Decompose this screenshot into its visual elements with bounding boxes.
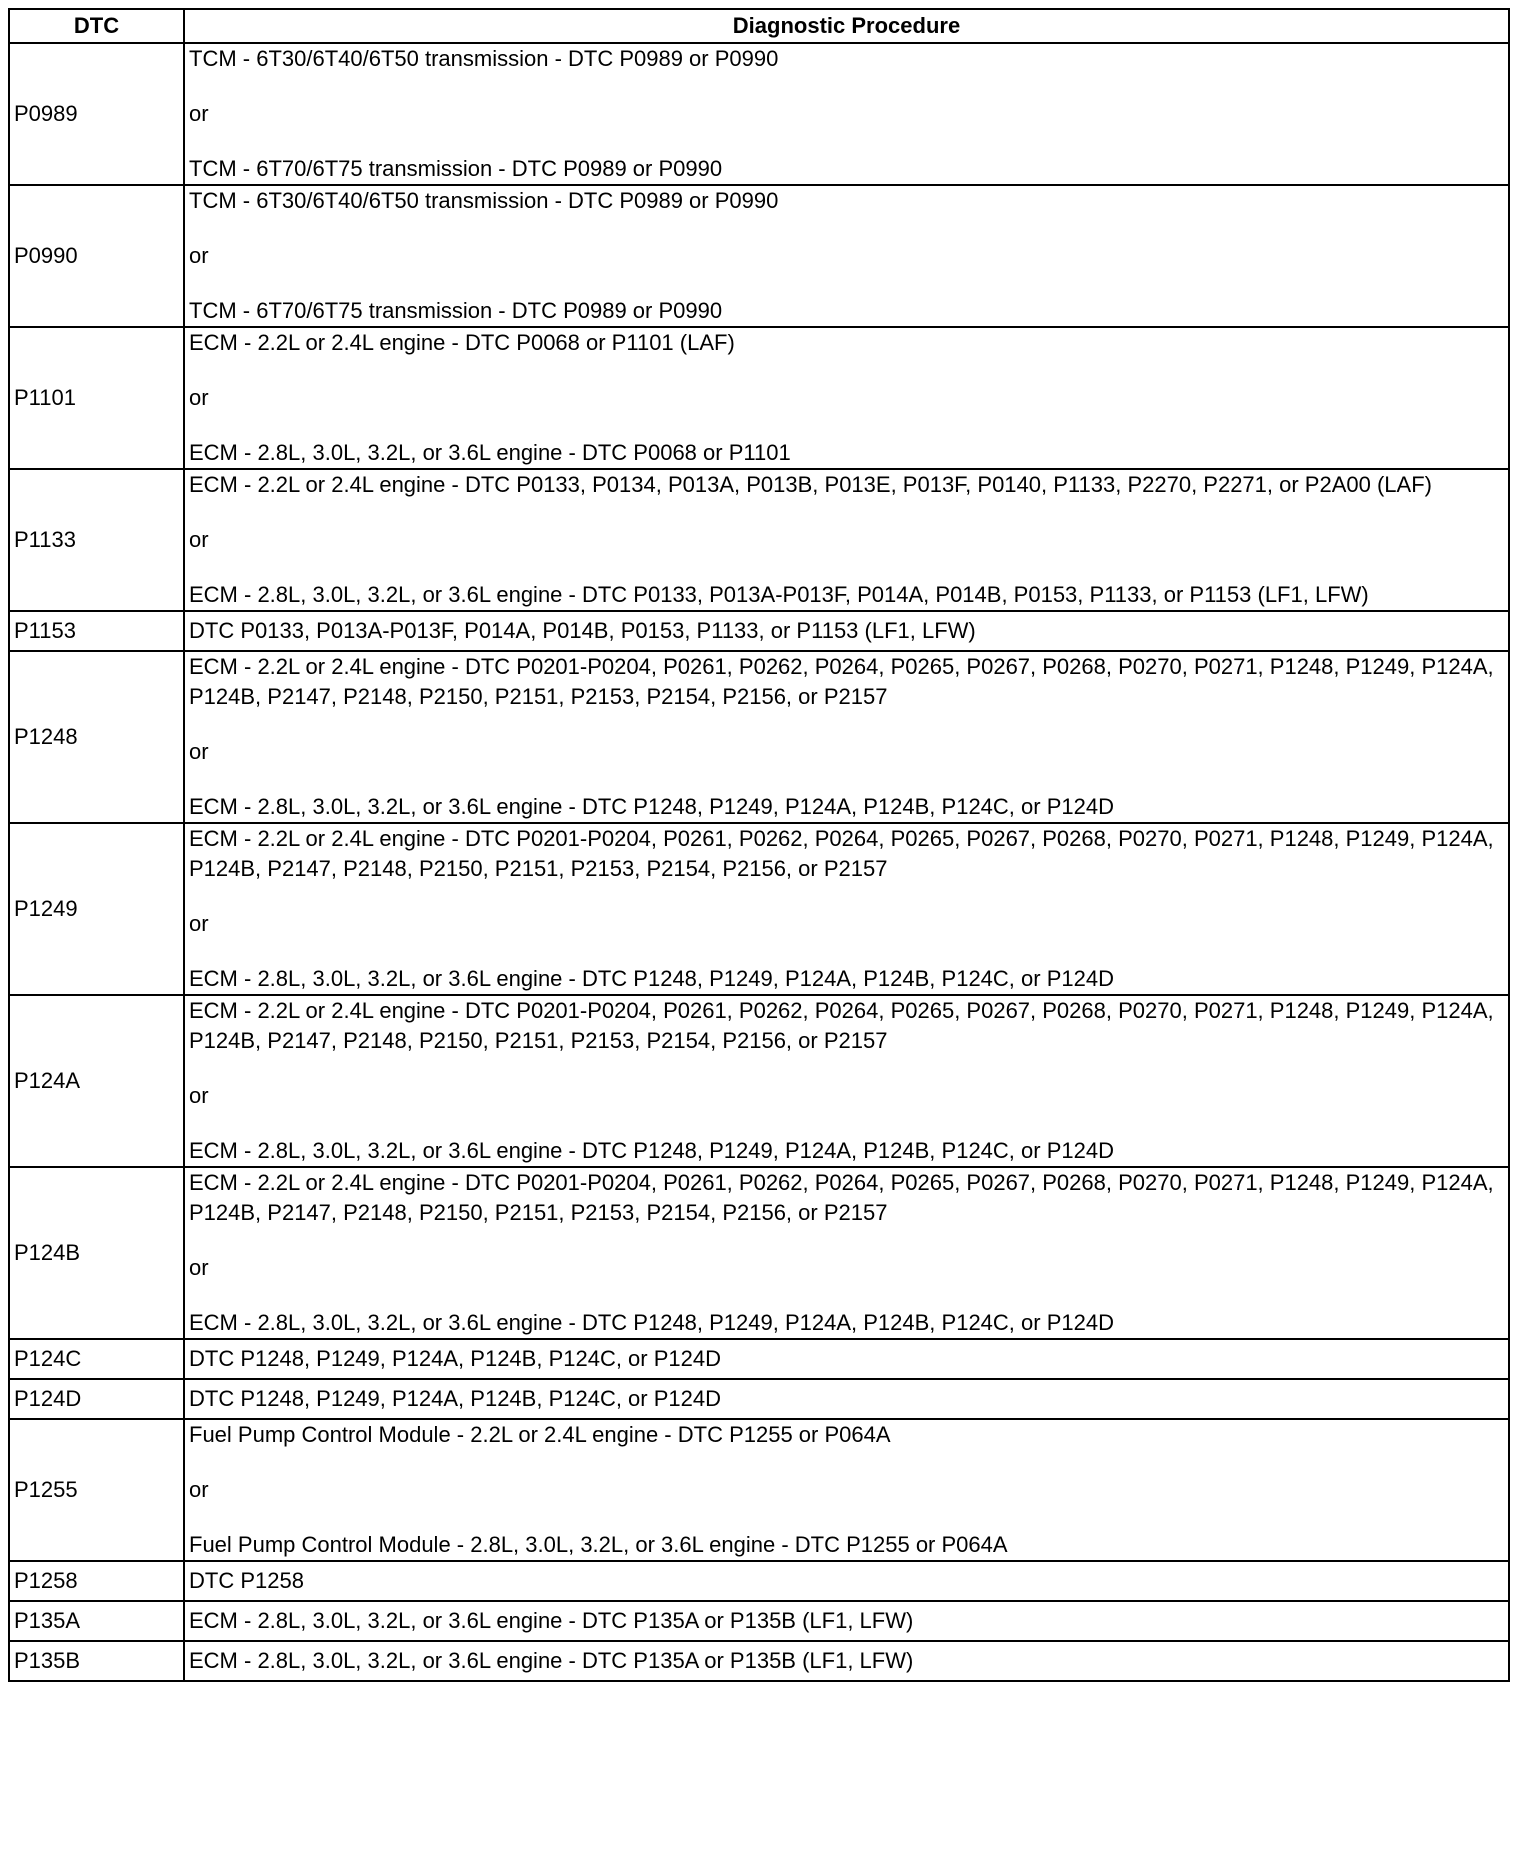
procedure-cell	[184, 651, 1509, 823]
procedure-line: ECM - 2.8L, 3.0L, 3.2L, or 3.6L engine - DTC P135A or P135B (LF1, LFW)	[189, 1648, 914, 1673]
dtc-code-cell: P1133	[9, 469, 184, 611]
table-row	[9, 469, 1509, 611]
procedure-line: ECM - 2.2L or 2.4L engine - DTC P0201-P0204, P0261, P0262, P0264, P0265, P0267, P0268, P0270, P0271, P1248, P1249, P124A, P124B, P2147, P2148, P2150, P2151, P2153, P2154, P2156, or P2157	[189, 826, 1494, 881]
dtc-code-cell: P1248	[9, 651, 184, 823]
table-header-row	[9, 9, 1509, 43]
table-body	[9, 43, 1509, 1681]
table-row	[9, 327, 1509, 469]
table-row	[9, 823, 1509, 995]
procedure-cell	[184, 1419, 1509, 1561]
procedure-cell	[184, 327, 1509, 469]
dtc-code-cell: P1258	[9, 1561, 184, 1601]
procedure-cell	[184, 1641, 1509, 1681]
procedure-line: ECM - 2.8L, 3.0L, 3.2L, or 3.6L engine - DTC P1248, P1249, P124A, P124B, P124C, or P124D	[189, 794, 1114, 819]
procedure-line: ECM - 2.2L or 2.4L engine - DTC P0201-P0204, P0261, P0262, P0264, P0265, P0267, P0268, P0270, P0271, P1248, P1249, P124A, P124B, P2147, P2148, P2150, P2151, P2153, P2154, P2156, or P2157	[189, 998, 1494, 1053]
dtc-code-cell: P135A	[9, 1601, 184, 1641]
procedure-line: ECM - 2.8L, 3.0L, 3.2L, or 3.6L engine - DTC P1248, P1249, P124A, P124B, P124C, or P124D	[189, 1138, 1114, 1163]
table-row	[9, 995, 1509, 1167]
or-separator: or	[189, 1477, 209, 1502]
dtc-code-cell: P124C	[9, 1339, 184, 1379]
table-row	[9, 185, 1509, 327]
table-row	[9, 43, 1509, 185]
procedure-line: ECM - 2.8L, 3.0L, 3.2L, or 3.6L engine - DTC P0133, P013A-P013F, P014A, P014B, P0153, P1133, or P1153 (LF1, LFW)	[189, 582, 1369, 607]
dtc-code-cell: P1255	[9, 1419, 184, 1561]
or-separator: or	[189, 1083, 209, 1108]
procedure-line: TCM - 6T70/6T75 transmission - DTC P0989 or P0990	[189, 156, 723, 181]
table-row	[9, 1379, 1509, 1419]
procedure-cell	[184, 1561, 1509, 1601]
procedure-line: DTC P1248, P1249, P124A, P124B, P124C, or P124D	[189, 1346, 721, 1371]
or-separator: or	[189, 1255, 209, 1280]
or-separator: or	[189, 527, 209, 552]
procedure-line: TCM - 6T30/6T40/6T50 transmission - DTC P0989 or P0990	[189, 188, 779, 213]
table-row	[9, 1167, 1509, 1339]
or-separator: or	[189, 911, 209, 936]
dtc-code-cell: P1249	[9, 823, 184, 995]
procedure-cell	[184, 1339, 1509, 1379]
procedure-cell	[184, 1167, 1509, 1339]
or-separator: or	[189, 739, 209, 764]
dtc-code-cell: P0989	[9, 43, 184, 185]
procedure-cell	[184, 469, 1509, 611]
procedure-line: DTC P1258	[189, 1568, 304, 1593]
table-row	[9, 1419, 1509, 1561]
procedure-cell	[184, 1601, 1509, 1641]
dtc-code-cell: P1101	[9, 327, 184, 469]
procedure-line: ECM - 2.8L, 3.0L, 3.2L, or 3.6L engine - DTC P1248, P1249, P124A, P124B, P124C, or P124D	[189, 966, 1114, 991]
procedure-cell	[184, 611, 1509, 651]
table-row	[9, 1601, 1509, 1641]
procedure-line: TCM - 6T70/6T75 transmission - DTC P0989 or P0990	[189, 298, 723, 323]
dtc-code-cell: P0990	[9, 185, 184, 327]
procedure-line: ECM - 2.8L, 3.0L, 3.2L, or 3.6L engine - DTC P1248, P1249, P124A, P124B, P124C, or P124D	[189, 1310, 1114, 1335]
procedure-line: ECM - 2.2L or 2.4L engine - DTC P0133, P0134, P013A, P013B, P013E, P013F, P0140, P1133, P2270, P2271, or P2A00 (LAF)	[189, 472, 1432, 497]
procedure-line: ECM - 2.2L or 2.4L engine - DTC P0068 or P1101 (LAF)	[189, 330, 735, 355]
or-separator: or	[189, 101, 209, 126]
dtc-column-header: DTC	[9, 9, 184, 43]
procedure-line: ECM - 2.8L, 3.0L, 3.2L, or 3.6L engine - DTC P0068 or P1101	[189, 440, 791, 465]
procedure-line: ECM - 2.8L, 3.0L, 3.2L, or 3.6L engine - DTC P135A or P135B (LF1, LFW)	[189, 1608, 914, 1633]
table-row	[9, 651, 1509, 823]
procedure-cell	[184, 43, 1509, 185]
dtc-code-cell: P135B	[9, 1641, 184, 1681]
table-row	[9, 611, 1509, 651]
procedure-cell	[184, 1379, 1509, 1419]
procedure-line: ECM - 2.2L or 2.4L engine - DTC P0201-P0204, P0261, P0262, P0264, P0265, P0267, P0268, P0270, P0271, P1248, P1249, P124A, P124B, P2147, P2148, P2150, P2151, P2153, P2154, P2156, or P2157	[189, 654, 1494, 709]
dtc-code-cell: P124A	[9, 995, 184, 1167]
procedure-line: DTC P1248, P1249, P124A, P124B, P124C, or P124D	[189, 1386, 721, 1411]
procedure-line: Fuel Pump Control Module - 2.2L or 2.4L engine - DTC P1255 or P064A	[189, 1422, 891, 1447]
table-row	[9, 1641, 1509, 1681]
procedure-cell	[184, 995, 1509, 1167]
procedure-line: Fuel Pump Control Module - 2.8L, 3.0L, 3.2L, or 3.6L engine - DTC P1255 or P064A	[189, 1532, 1008, 1557]
procedure-cell	[184, 185, 1509, 327]
procedure-column-header: Diagnostic Procedure	[184, 9, 1509, 43]
dtc-code-cell: P124D	[9, 1379, 184, 1419]
or-separator: or	[189, 243, 209, 268]
dtc-code-cell: P1153	[9, 611, 184, 651]
procedure-line: ECM - 2.2L or 2.4L engine - DTC P0201-P0204, P0261, P0262, P0264, P0265, P0267, P0268, P0270, P0271, P1248, P1249, P124A, P124B, P2147, P2148, P2150, P2151, P2153, P2154, P2156, or P2157	[189, 1170, 1494, 1225]
procedure-line: DTC P0133, P013A-P013F, P014A, P014B, P0153, P1133, or P1153 (LF1, LFW)	[189, 618, 976, 643]
procedure-cell	[184, 823, 1509, 995]
procedure-line: TCM - 6T30/6T40/6T50 transmission - DTC P0989 or P0990	[189, 46, 779, 71]
dtc-code-cell: P124B	[9, 1167, 184, 1339]
dtc-procedure-table	[8, 8, 1510, 1682]
table-row	[9, 1561, 1509, 1601]
table-row	[9, 1339, 1509, 1379]
or-separator: or	[189, 385, 209, 410]
